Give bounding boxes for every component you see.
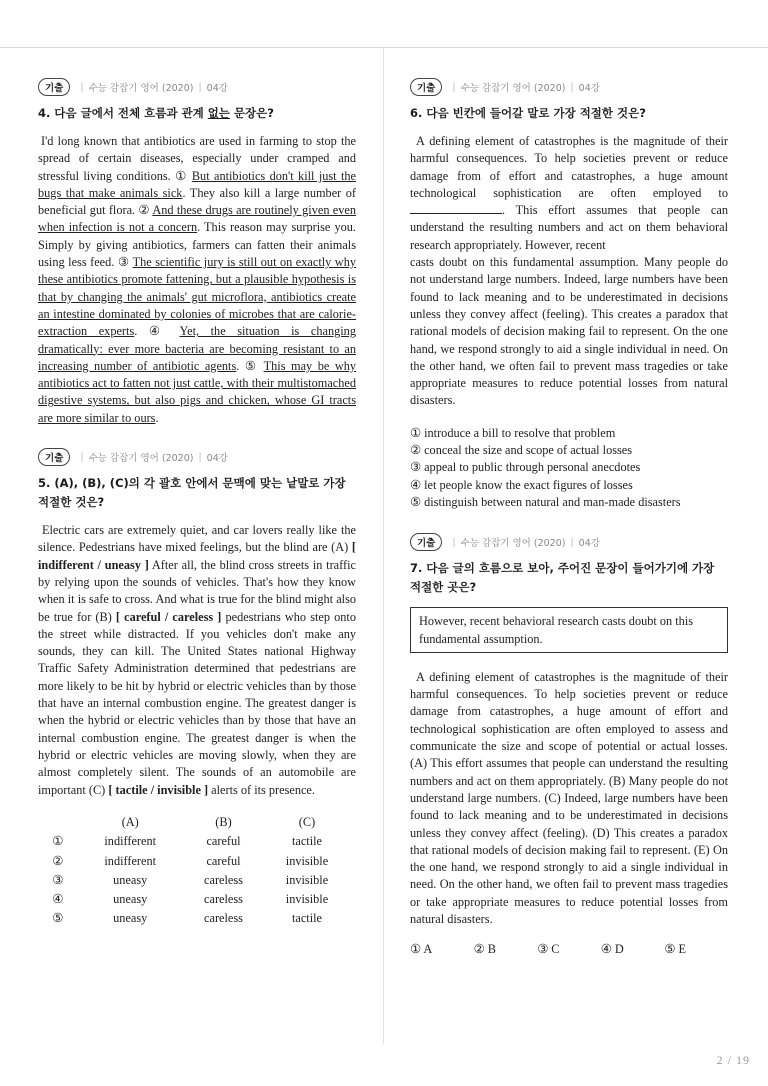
- q7-choice-2[interactable]: ② B: [473, 942, 496, 957]
- q6-passage: A defining element of catastrophes is the magnitude of their harmful consequences. To help societies prevent or reduce damage from of effort and catastrophes, a huge amount technological sophistication are often employed to . This effort assumes that people can understand the resulting numbers and act on them behavioral research appropriately. However, recent casts doubt on this fundamental assumption. Many people do not understand large numbers. Indeed, large numbers have been found to lack meaning and to be underestimated in decisions unless they convey affect (feeling). This creates a paradox that rational models of decision making fail to represent. On the one hand, we respond strongly to aid a single individual in need. On the other hand, we often fail to prevent mass tragedies or take appropriate measures to reduce potential losses from natural disasters.: [410, 134, 728, 408]
- q4-sentence-1: But antibiotics don't kill just the bugs that make animals sick: [38, 168, 356, 200]
- q6-choice-4[interactable]: ④ let people know the exact figures of losses: [410, 477, 633, 492]
- q5-passage: Electric cars are extremely quiet, and car lovers really like the silence. Pedestrians have mixed feelings, but the blind are (A) [ indifferent / uneasy ] After all, the blind cross streets in traffic by relying upon the sounds of vehicles. That's how they know when it is safe to cross. And what is true for the blind might also be true for (B) [ careful / careless ] pedestrians who step onto the street while distracted. If you vehicles don't make any sounds, they can kill. The United States national Highway Traffic Safety Administration determined that pedestrians are more likely to be hit by hybrid or electric vehicles than by those that have an internal combustion engine. The greatest danger is when the hybrid or electric vehicles than by those that have an internal combustion engine. The greatest danger is when the hybrid or electric vehicles are moving slowly, when they are almost completely silent. The sounds of an automobile are important (C) [ tactile / invisible ] alerts of its presence.: [38, 523, 356, 797]
- right-column: [410, 78, 728, 957]
- q6-source: 수능 감잡기 영어 (2020): [460, 83, 566, 94]
- q4-title: 4. 다음 글에서 전체 흐름과 관계 없는 문장은?: [38, 106, 274, 120]
- q6-choice-1[interactable]: ① introduce a bill to resolve that problem: [410, 425, 616, 440]
- q6-blank: [410, 202, 502, 214]
- q6-choice-2[interactable]: ② conceal the size and scope of actual losses: [410, 443, 633, 458]
- q5-badge: 기출: [38, 448, 70, 466]
- q5-options-table: [44, 813, 356, 929]
- question-7: [410, 533, 728, 957]
- q4-passage: I'd long known that antibiotics are used in farming to stop the spread of certain diseases, especially under cramped and stressful living conditions. ① But antibiotics don't kill just the bugs that make animals sick. They also kill a large number of beneficial gut flora. ② And these drugs are routinely given even when infection is not a concern. This reason may surprise you. Simply by giving antibiotics, farmers can fatten their animals using less feed. ③ The scientific jury is still out on exactly why these antibiotics promote fattening, but a plausible hypothesis is that by changing the animals' gut microflora, antibiotics create an intestine dominated by colonies of microbes that are calorie-extraction experts. ④ Yet, the situation is changing dramatically: ever more bacteria are becoming resistant to an increasing number of antibiotic agents. ⑤ This may be why antibiotics act to fatten not just cattle, with their multistomached digestive systems, but also pigs and chicken, whose GI tracts are more similar to ours.: [38, 134, 357, 425]
- q5-option-row[interactable]: ④ uneasy careless invisible: [52, 892, 329, 907]
- q7-choice-4[interactable]: ④ D: [600, 942, 624, 957]
- q7-tagline: 기출 | 수능 감잡기 영어 (2020) | 04강: [410, 533, 728, 551]
- q6-choice-5[interactable]: ⑤ distinguish between natural and man-made disasters: [410, 494, 681, 509]
- q5-tagline: 기출 | 수능 감잡기 영어 (2020) | 04강: [38, 448, 356, 466]
- q6-title: 6. 다음 빈칸에 들어갈 말로 가장 적절한 것은?: [410, 106, 646, 120]
- q7-choices: [410, 942, 728, 957]
- q5-source: 수능 감잡기 영어 (2020): [88, 453, 194, 465]
- q6-lesson: 04강: [578, 83, 600, 94]
- q4-tagline: 기출 | 수능 감잡기 영어 (2020) | 04강: [38, 78, 356, 96]
- page-number: 2 / 19: [716, 1053, 750, 1067]
- q4-sentence-2: And these drugs are routinely given even when infection is not a concern: [38, 203, 356, 235]
- q7-badge: 기출: [410, 533, 442, 551]
- q5-lesson: 04강: [206, 453, 228, 465]
- q7-given-sentence-box: However, recent behavioral research casts doubt on this fundamental assumption.: [410, 607, 728, 653]
- question-4: [38, 78, 356, 427]
- q5-title: 5. (A), (B), (C)의 각 괄호 안에서 문맥에 맞는 낱말로 가장 적절한 것은?: [38, 476, 346, 510]
- question-6: [410, 78, 728, 511]
- q7-choice-5[interactable]: ⑤ E: [664, 942, 686, 957]
- q7-source: 수능 감잡기 영어 (2020): [460, 538, 566, 550]
- q4-sentence-4: Yet, the situation is changing dramatically: ever more bacteria are becoming resistant to an increasing number of antibiotic agents: [38, 324, 356, 373]
- q6-choices: [410, 425, 728, 511]
- column-divider: [383, 48, 384, 1044]
- q4-sentence-3: The scientific jury is still out on exactly why these antibiotics promote fattening, but a plausible hypothesis is that by changing the animals' gut microflora, antibiotics create an intestine dominated by colonies of microbes that are calorie-extraction experts: [38, 255, 356, 339]
- q5-option-row[interactable]: ⑤ uneasy careless tactile: [52, 911, 322, 926]
- q5-option-row[interactable]: ③ uneasy careless invisible: [52, 872, 329, 887]
- q5-bracket-c: [ tactile / invisible ]: [108, 782, 209, 797]
- q6-badge: 기출: [410, 78, 442, 96]
- q5-options-header: (A) (B) (C): [121, 814, 316, 829]
- q7-choice-1[interactable]: ① A: [410, 942, 433, 957]
- q4-sentence-5: This may be why antibiotics act to fatten not just cattle, with their multistomached digestive systems, but also pigs and chicken, whose GI tracts are more similar to ours: [38, 358, 356, 425]
- left-column: [38, 78, 356, 929]
- q5-bracket-b: [ careful / careless ]: [115, 609, 222, 624]
- q5-bracket-a: [ indifferent / uneasy ]: [38, 540, 356, 572]
- q6-tagline: 기출 | 수능 감잡기 영어 (2020) | 04강: [410, 78, 728, 96]
- q5-option-row[interactable]: ② indifferent careful invisible: [52, 853, 329, 868]
- q5-option-row[interactable]: ① indifferent careful tactile: [52, 834, 322, 849]
- q7-passage: A defining element of catastrophes is the magnitude of their harmful consequences. To help societies prevent or reduce damage from catastrophes, a huge amount of effort and technological sophistication are often employed to assess and communicate the size and scope of potential or actual losses. (A) This effort assumes that people can understand the resulting numbers and act on them appropriately. (B) Many people do not understand large numbers. (C) Indeed, large numbers have been found to lack meaning and to be underestimated in decisions unless they convey affect (feeling). (D) This creates a paradox that rational models of decision making fail to represent. (E) On the one hand, we respond strongly to aid a single individual in need. On the other hand, we often fail to prevent mass tragedies or take appropriate measures to reduce potential losses from natural disasters.: [410, 669, 728, 926]
- q4-badge: 기출: [38, 78, 70, 96]
- q7-title: 7. 다음 글의 흐름으로 보아, 주어진 문장이 들어가기에 가장 적절한 곳은?: [410, 561, 715, 595]
- q6-choice-3[interactable]: ③ appeal to public through personal anecdotes: [410, 460, 641, 475]
- q4-source: 수능 감잡기 영어 (2020): [88, 83, 194, 94]
- question-5: [38, 448, 356, 929]
- q7-choice-3[interactable]: ③ C: [537, 942, 560, 957]
- q4-lesson: 04강: [206, 83, 228, 94]
- header-rule: [0, 47, 768, 48]
- q7-lesson: 04강: [578, 538, 600, 550]
